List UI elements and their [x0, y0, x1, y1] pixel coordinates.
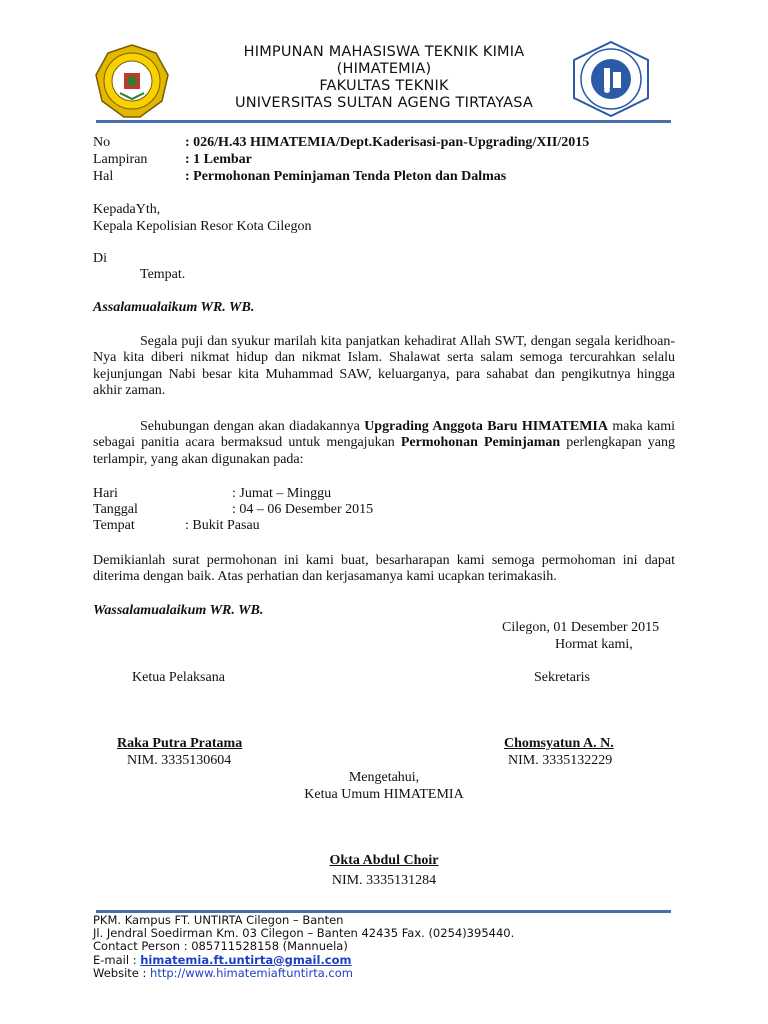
greeting: Assalamualaikum WR. WB. — [93, 300, 255, 315]
closing-greeting: Wassalamualaikum WR. WB. — [93, 603, 264, 618]
paragraph-closing: Demikianlah surat permohonan ini kami buat, besarharapan kami semoga permohoman ini dapat diterima dengan baik. Atas perhatian dan kerjasamanya kami ucapkan terimakasih. — [93, 553, 675, 585]
acknowledger-name-wrap — [0, 853, 768, 869]
email-link[interactable]: himatemia.ft.untirta@gmail.com — [140, 952, 352, 967]
paragraph-opening: Segala puji dan syukur marilah kita panjatkan kehadirat Allah SWT, dengan segala keridhoan-Nya kita diberi nikmat hidup dan nikmat Islam. Shalawat serta salam semoga tercurahkan selalu kejunjungan Nabi besar kita Muhammad SAW, keluarganya, para sahabat dan pengikutnya hingga akhir zaman. — [93, 334, 675, 399]
no-value: : 026/H.43 HIMATEMIA/Dept.Kaderisasi-pan-Upgrading/XII/2015 — [185, 135, 590, 150]
para2-part-a: Sehubungan dengan akan diadakannya — [140, 419, 365, 434]
event-name: Upgrading Anggota Baru HIMATEMIA — [364, 419, 608, 434]
right-signatory-nim: NIM. 3335132229 — [508, 753, 613, 768]
hari-label: Hari — [93, 486, 118, 501]
para2-part-c: maka kami sebagai panitia acara bermaksud untuk mengajukan — [93, 419, 675, 451]
faculty-name: FAKULTAS TEKNIK — [319, 78, 449, 94]
tempat-value: : Bukit Pasau — [185, 518, 260, 533]
letter-number — [93, 135, 589, 151]
website-link[interactable]: http://www.himatemiaftuntirta.com — [150, 965, 353, 980]
recipient-salutation: KepadaYth, — [93, 202, 161, 217]
detail-day — [93, 486, 331, 502]
acknowledger-name: Okta Abdul Choir — [329, 853, 439, 868]
email-label: E-mail : — [93, 952, 141, 967]
acknowledger-role: Ketua Umum HIMATEMIA — [304, 787, 464, 802]
hari-value: : Jumat – Minggu — [232, 486, 332, 501]
paragraph-request — [93, 419, 675, 468]
lampiran-value: : 1 Lembar — [185, 152, 252, 167]
tanggal-label: Tanggal — [93, 502, 138, 517]
acknowledger-nim: NIM. 3335131284 — [331, 873, 437, 888]
header-divider — [96, 120, 671, 123]
lampiran-label: Lampiran — [93, 152, 148, 167]
hal-value: : Permohonan Peminjaman Tenda Pleton dan Dalmas — [185, 169, 507, 184]
footer-contact: Contact Person : 085711528158 (Mannuela) — [93, 939, 348, 954]
detail-date — [93, 502, 373, 518]
recipient-place: Tempat. — [140, 267, 186, 282]
org-name: HIMPUNAN MAHASISWA TEKNIK KIMIA — [243, 44, 525, 60]
recipient-di: Di — [93, 251, 107, 266]
place-date: Cilegon, 01 Desember 2015 — [502, 620, 660, 635]
left-signatory-nim: NIM. 3335130604 — [127, 753, 232, 768]
detail-place — [93, 518, 260, 534]
letter-subject — [93, 169, 506, 185]
request-title: Permohonan Peminjaman — [400, 435, 561, 451]
para2-part-e: perlengkapan yang terlampir, yang akan digunakan pada: — [93, 435, 675, 467]
university-name: UNIVERSITAS SULTAN AGENG TIRTAYASA — [234, 95, 534, 111]
right-signatory-name: Chomsyatun A. N. — [504, 736, 614, 751]
org-abbrev: (HIMATEMIA) — [336, 61, 432, 77]
acknowledged-label: Mengetahui, — [348, 770, 420, 785]
right-signatory-role: Sekretaris — [534, 670, 590, 685]
letter-attachment — [93, 152, 252, 168]
footer-address-1: PKM. Kampus FT. UNTIRTA Cilegon – Banten — [93, 913, 344, 927]
footer-website-row — [93, 967, 514, 980]
no-label: No — [93, 135, 111, 150]
left-signatory-name: Raka Putra Pratama — [117, 736, 243, 751]
hal-label: Hal — [93, 169, 114, 184]
website-label: Website : — [93, 965, 151, 980]
regards: Hormat kami, — [555, 637, 633, 652]
footer-address-2: Jl. Jendral Soedirman Km. 03 Cilegon – Banten 42435 Fax. (0254)395440. — [93, 926, 515, 941]
recipient-name: Kepala Kepolisian Resor Kota Cilegon — [93, 219, 312, 234]
footer — [93, 914, 514, 980]
left-signatory-role: Ketua Pelaksana — [132, 670, 225, 685]
tanggal-value: : 04 – 06 Desember 2015 — [232, 502, 374, 517]
tempat-label: Tempat — [93, 518, 135, 533]
